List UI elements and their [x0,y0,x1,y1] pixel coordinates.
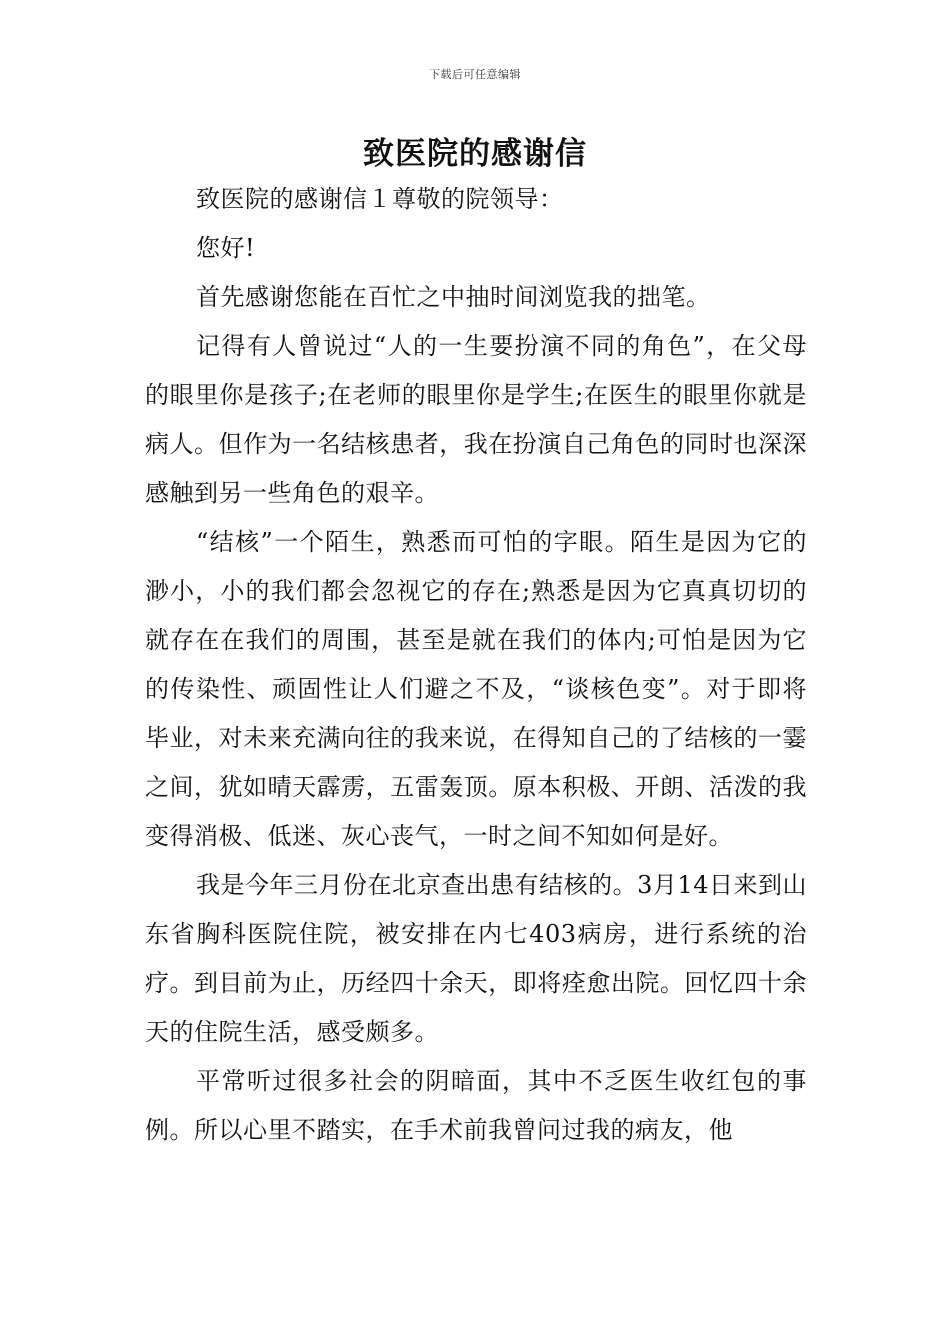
document-title: 致医院的感谢信 [363,136,587,172]
paragraph: “结核”一个陌生，熟悉而可怕的字眼。陌生是因为它的渺小，小的我们都会忽视它的存在;熟悉是因为它真真切切的就存在在我们的周围，甚至是就在我们的体内;可怕是因为它的传染性、顽固性让人们避之不及，“谈核色变”。对于即将毕业，对未来充满向往的我来说，在得知自己的了结核的一霎之间，犹如晴天霹雳，五雷轰顶。原本积极、开朗、活泼的我变得消极、低迷、灰心丧气，一时之间不知如何是好。 [145,528,807,850]
paragraph: 我是今年三月份在北京查出患有结核的。3月14日来到山东省胸科医院住院，被安排在内七403病房，进行系统的治疗。到目前为止，历经四十余天，即将痊愈出院。回忆四十余天的住院生活，感受颇多。 [145,871,807,1046]
page-header: 下载后可任意编辑 [429,68,521,81]
paragraph: 首先感谢您能在百忙之中抽时间浏览我的拙笔。 [196,283,711,311]
paragraph-greeting: 您好! [196,234,256,262]
document-body [145,175,807,1155]
paragraph-salutation: 致医院的感谢信１尊敬的院领导： [196,185,564,213]
paragraph: 记得有人曾说过“人的一生要扮演不同的角色”，在父母的眼里你是孩子;在老师的眼里你是学生;在医生的眼里你就是病人。但作为一名结核患者，我在扮演自己角色的同时也深深感触到另一些角色的艰辛。 [145,332,807,507]
paragraph: 平常听过很多社会的阴暗面，其中不乏医生收红包的事例。所以心里不踏实，在手术前我曾问过我的病友，他 [145,1067,807,1144]
